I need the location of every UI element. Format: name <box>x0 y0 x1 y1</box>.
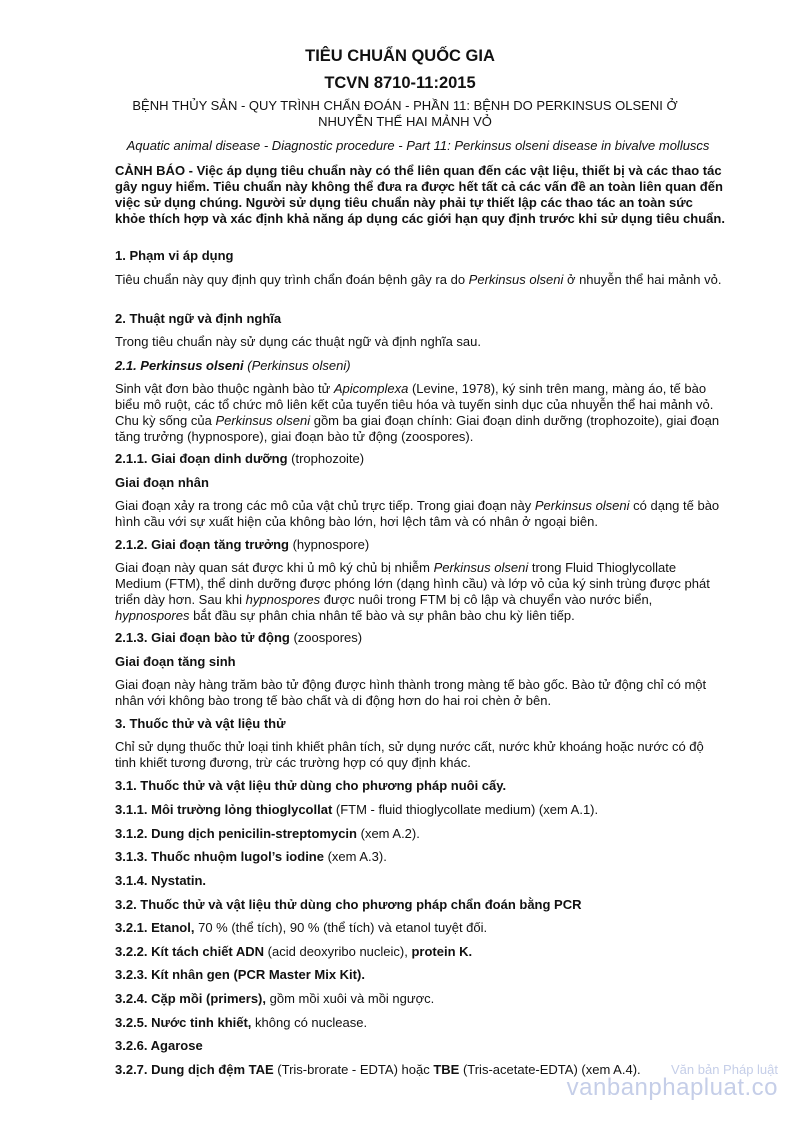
item-3-2-1 <box>115 920 725 936</box>
item-3-2-4 <box>115 991 725 1007</box>
section-3-text: Chỉ sử dụng thuốc thử loại tinh khiết phân tích, sử dụng nước cất, nước khử khoáng hoặc nước có độ tinh khiết tương đương, trừ các trường hợp có quy định khác. <box>115 739 704 770</box>
item-label: 3.2.7. Dung dịch đệm TAE <box>115 1062 274 1077</box>
section-2-1-1-text <box>115 498 725 530</box>
item-text: (Tris-acetate-EDTA) (xem A.4). <box>459 1062 641 1077</box>
item-label: 3.2.5. Nước tinh khiết, <box>115 1015 252 1030</box>
section-2-1-3-text: Giai đoạn này hàng trăm bào tử động được hình thành trong màng tế bào gốc. Bào tử động chỉ có một nhân với không bào trong tế bào chất và di động hơn do hai roi chèn ở bên. <box>115 677 707 708</box>
item-label: 3.1.1. Môi trường lỏng thioglycollat <box>115 802 333 817</box>
document-code: TCVN 8710-11:2015 <box>324 74 476 92</box>
text-run: có dạng tế bào hình cầu với sự xuất hiện của không bào lớn, hơi lệch tâm và có nhân ở ngoại biên. <box>115 498 720 529</box>
item-text: (acid deoxyribo nucleic), <box>264 944 412 959</box>
section-2-1-text <box>115 381 725 445</box>
heading-run: 2.1.2. Giai đoạn tăng trưởng <box>115 537 289 552</box>
species-name: Perkinsus olseni <box>215 413 311 428</box>
section-1-text <box>115 272 725 288</box>
item-text: (FTM - fluid thioglycollate medium) (xem A.1). <box>332 802 599 817</box>
section-2-1-2-text <box>115 560 725 624</box>
item-3-1-3 <box>115 849 725 865</box>
english-title: Aquatic animal disease - Diagnostic procedure - Part 11: Perkinsus olseni disease in bivalve molluscs <box>126 138 710 153</box>
heading-run: (trophozoite) <box>287 451 365 466</box>
section-1-heading: 1. Phạm vi áp dụng <box>115 248 234 263</box>
text-run: gồm ba giai đoạn chính: Giai đoạn dinh dưỡng (trophozoite), giai đoạn tăng trưởng (hypnospore), giai đoạn bào tử động (zoospores). <box>115 413 720 444</box>
item-text: 70 % (thể tích), 90 % (thể tích) và etanol tuyệt đối. <box>194 920 488 935</box>
section-3-2-heading: 3.2. Thuốc thử và vật liệu thử dùng cho phương pháp chẩn đoán bằng PCR <box>115 897 582 912</box>
warning-paragraph: CẢNH BÁO - Việc áp dụng tiêu chuẩn này có thể liên quan đến các vật liệu, thiết bị và các thao tác gây nguy hiểm. Tiêu chuẩn này không thể đưa ra được hết tất cả các vấn đề an toàn liên quan đến việc sử dụng chúng. Người sử dụng tiêu chuẩn này phải tự thiết lập các thao tác an toàn sức khỏe thích hợp và xác định khả năng áp dụng các giới hạn quy định trước khi sử dụng tiêu chuẩn. <box>115 163 725 226</box>
item-label: 3.2.4. Cặp mồi (primers), <box>115 991 266 1006</box>
species-name: Perkinsus olseni <box>433 560 529 575</box>
section-3-1-heading: 3.1. Thuốc thử và vật liệu thử dùng cho phương pháp nuôi cấy. <box>115 778 507 793</box>
text-run: bắt đầu sự phân chia nhân tế bào và sự phân bào chu kỳ liên tiếp. <box>189 608 575 623</box>
item-3-1-2 <box>115 826 725 842</box>
item-text: không có nuclease. <box>251 1015 368 1030</box>
item-3-2-5 <box>115 1015 725 1031</box>
text-run: ở nhuyễn thể hai mảnh vỏ. <box>563 272 722 287</box>
subtitle-line-2: NHUYỄN THỂ HAI MẢNH VỎ <box>318 114 492 129</box>
item-3-1-1 <box>115 802 725 818</box>
item-label: 3.1.3. Thuốc nhuộm lugol’s iodine <box>115 849 324 864</box>
section-2-1-1-heading <box>115 451 725 467</box>
document-subtitle <box>100 98 710 130</box>
species-name: Perkinsus olseni <box>468 272 564 287</box>
item-text: gồm mồi xuôi và mồi ngược. <box>266 991 435 1006</box>
term-italic: hypnospores <box>245 592 321 607</box>
text-run: được nuôi trong FTM bị cô lập và chuyển vào nước biển, <box>320 592 653 607</box>
heading-run: (hypnospore) <box>288 537 370 552</box>
heading-run: (zoospores) <box>289 630 363 645</box>
item-label: 3.2.2. Kít tách chiết ADN <box>115 944 265 959</box>
item-3-2-2 <box>115 944 725 960</box>
text-run: (Levine, 1978), ký sinh trên mang, màng áo, tế bào biểu mô ruột, các tổ chức mô liên kết của tuyến tiêu hóa và tuyến sinh dục của nhuyễn thể hai mảnh vỏ. Chu kỳ sống của <box>115 381 714 428</box>
item-text: (Tris-brorate - EDTA) hoặc <box>273 1062 434 1077</box>
section-2-1-1-subheading: Giai đoạn nhân <box>115 475 209 490</box>
heading-run: 2.1.1. Giai đoạn dinh dưỡng <box>115 451 288 466</box>
text-run: Sinh vật đơn bào thuộc ngành bào tử <box>115 381 334 396</box>
text-run: trong Fluid Thioglycollate Medium (FTM), thể dinh dưỡng được phóng lớn (dạng hình cầu) và lớp vỏ của ký sinh trùng được phát triển dày hơn. Sau khi <box>115 560 710 607</box>
item-3-1-4: 3.1.4. Nystatin. <box>115 873 207 888</box>
heading-run: 2.1.3. Giai đoạn bào tử động <box>115 630 290 645</box>
section-2-1-3-heading <box>115 630 725 646</box>
text-run: Giai đoạn xảy ra trong các mô của vật chủ trực tiếp. Trong giai đoạn này <box>115 498 535 513</box>
item-label: 3.1.2. Dung dịch penicilin-streptomycin <box>115 826 357 841</box>
section-2-heading: 2. Thuật ngữ và định nghĩa <box>115 311 282 326</box>
text-run: Giai đoạn này quan sát được khi ủ mô ký chủ bị nhiễm <box>115 560 434 575</box>
item-text: (xem A.3). <box>323 849 387 864</box>
watermark-caption: Văn bản Pháp luật <box>671 1062 778 1077</box>
heading-run: (Perkinsus olseni) <box>243 358 351 373</box>
text-run: Tiêu chuẩn này quy định quy trình chẩn đoán bệnh gây ra do <box>115 272 469 287</box>
item-label: 3.2.1. Etanol, <box>115 920 195 935</box>
term-italic: hypnospores <box>115 608 190 623</box>
taxon-name: Apicomplexa <box>333 381 409 396</box>
subtitle-line-1: BỆNH THỦY SẢN - QUY TRÌNH CHẨN ĐOÁN - PHẦN 11: BỆNH DO PERKINSUS OLSENI Ở <box>132 98 678 113</box>
section-2-text: Trong tiêu chuẩn này sử dụng các thuật ngữ và định nghĩa sau. <box>115 334 481 349</box>
item-label: TBE <box>433 1062 460 1077</box>
item-label: protein K. <box>411 944 473 959</box>
section-2-1-2-heading <box>115 537 725 553</box>
item-3-2-3: 3.2.3. Kít nhân gen (PCR Master Mix Kit). <box>115 967 365 982</box>
item-3-2-6: 3.2.6. Agarose <box>115 1038 203 1053</box>
item-text: (xem A.2). <box>357 826 420 841</box>
species-name: Perkinsus olseni <box>534 498 630 513</box>
document-title: TIÊU CHUẨN QUỐC GIA <box>305 47 495 65</box>
section-3-heading: 3. Thuốc thử và vật liệu thử <box>115 716 286 731</box>
watermark-logo: vanbanphapluat.co <box>566 1074 778 1101</box>
section-2-1-heading <box>115 358 725 374</box>
heading-run: 2.1. Perkinsus olseni <box>115 358 244 373</box>
section-2-1-3-subheading: Giai đoạn tăng sinh <box>115 654 236 669</box>
